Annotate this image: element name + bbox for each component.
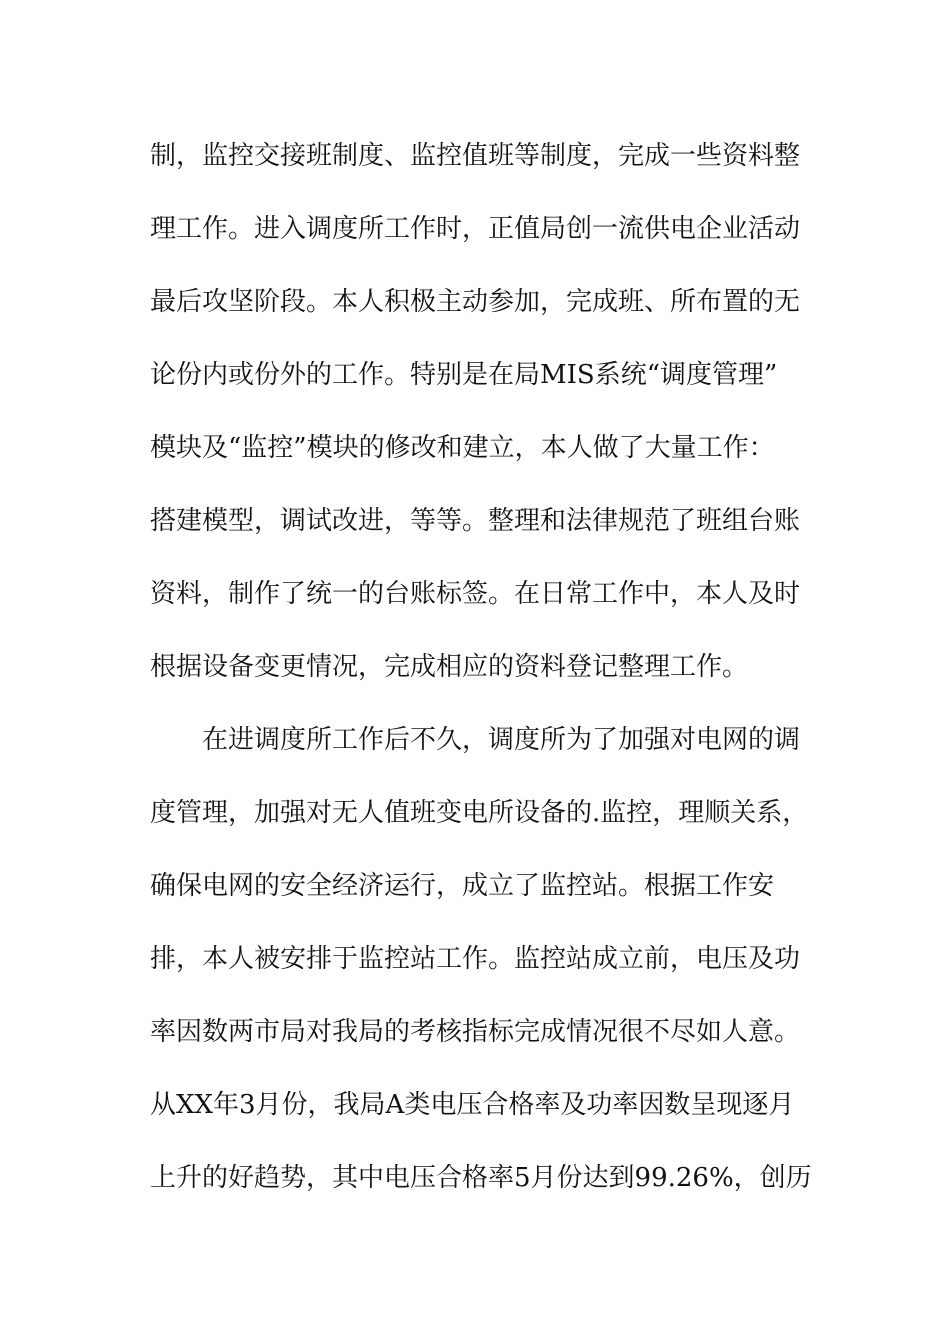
text-line: 排，本人被安排于监控站工作。监控站成立前，电压及功 (150, 944, 801, 974)
text-line: 最后攻坚阶段。本人积极主动参加，完成班、所布置的无 (150, 287, 801, 317)
document-body (150, 126, 810, 1221)
text-line: 根据设备变更情况，完成相应的资料登记整理工作。 (150, 652, 749, 682)
text-line: 资料，制作了统一的台账标签。在日常工作中，本人及时 (150, 579, 801, 609)
paragraph-first-line: 在进调度所工作后不久，调度所为了加强对电网的调 (202, 725, 801, 755)
text-line: 论份内或份外的工作。特别是在局MIS系统“调度管理” (150, 360, 778, 390)
text-line: 确保电网的安全经济运行，成立了监控站。根据工作安 (150, 871, 775, 901)
text-line: 理工作。进入调度所工作时，正值局创一流供电企业活动 (150, 214, 801, 244)
text-line: 率因数两市局对我局的考核指标完成情况很不尽如人意。 (150, 1017, 801, 1047)
text-line: 从XX年3月份，我局A类电压合格率及功率因数呈现逐月 (150, 1090, 795, 1120)
text-line: 度管理，加强对无人值班变电所设备的.监控，理顺关系， (150, 798, 809, 828)
text-line: 搭建模型，调试改进，等等。整理和法律规范了班组台账 (150, 506, 801, 536)
text-line: 制，监控交接班制度、监控值班等制度，完成一些资料整 (150, 141, 801, 171)
text-line: 上升的好趋势，其中电压合格率5月份达到99.26%，创历 (150, 1163, 812, 1193)
text-line: 模块及“监控”模块的修改和建立，本人做了大量工作： (150, 433, 775, 463)
